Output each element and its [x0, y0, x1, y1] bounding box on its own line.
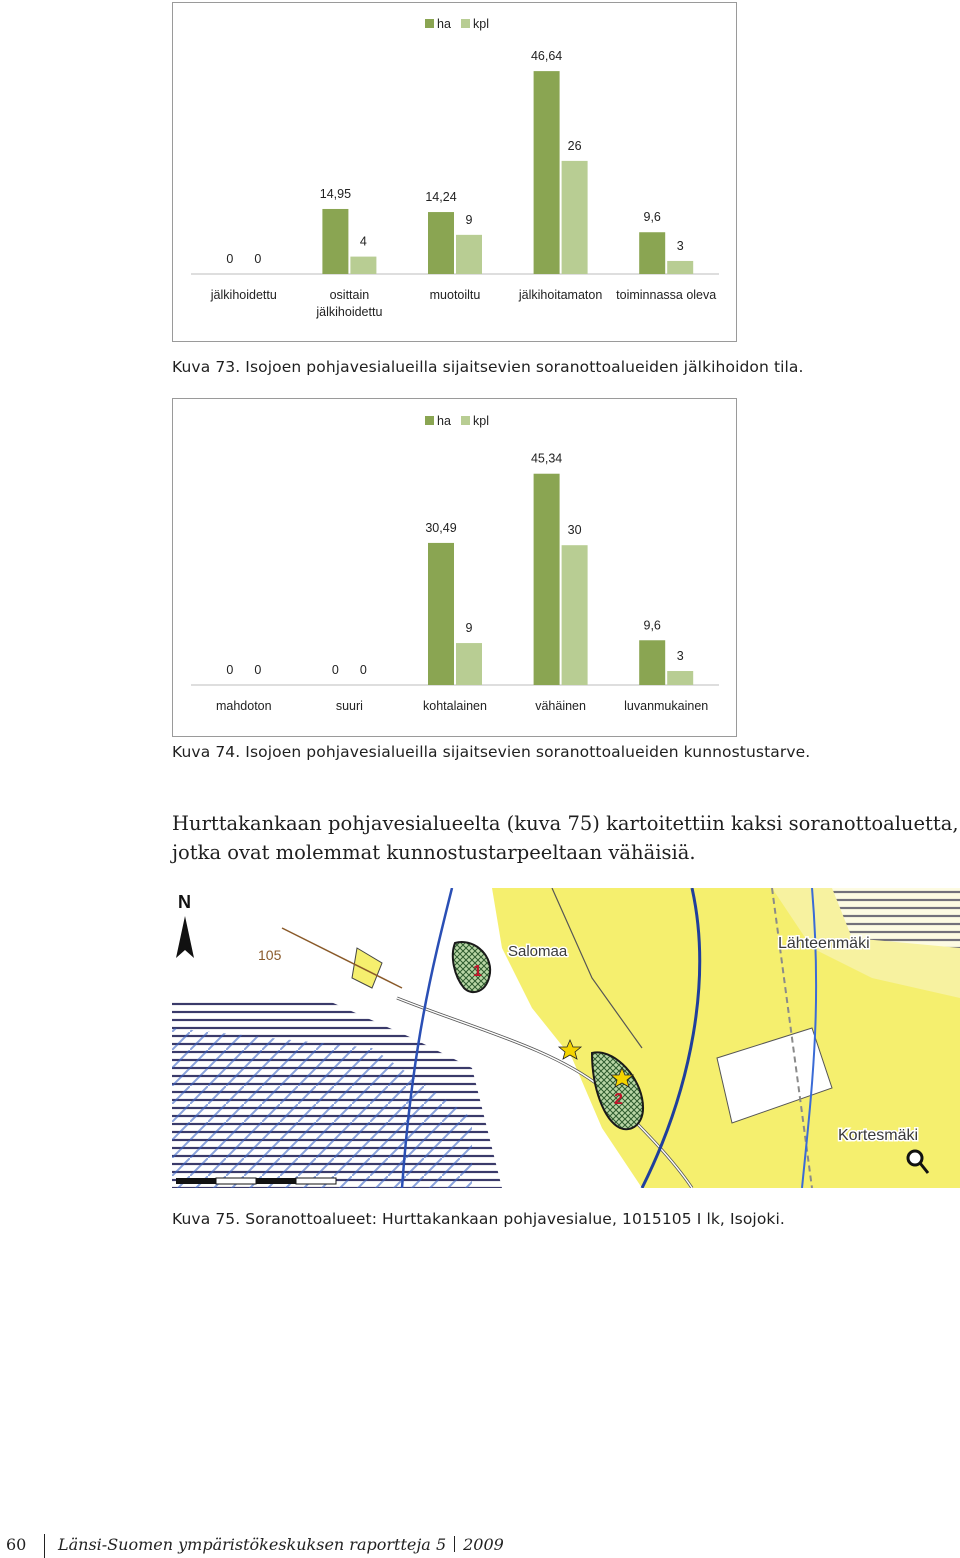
data-label-kpl-1: 4: [359, 234, 367, 249]
data-label-ha-2: 30,49: [425, 520, 457, 535]
bar-ha-4: [639, 232, 665, 274]
bar-chart-restoration-need: [172, 398, 737, 737]
bar-ha-2: [428, 543, 454, 685]
publication-year: 2009: [463, 1535, 504, 1554]
category-label-3: jälkihoitamaton: [518, 288, 603, 302]
data-label-kpl-0: 0: [254, 252, 262, 266]
category-label-0: mahdoton: [215, 699, 272, 713]
data-label-kpl-3: 26: [567, 138, 582, 153]
category-label-3: vähäinen: [535, 699, 586, 713]
data-label-ha-4: 9,6: [643, 210, 661, 225]
figure-caption-73: Kuva 73. Isojoen pohjavesialueilla sijaitsevien soranottoalueiden jälkihoidon tila.: [172, 358, 804, 376]
legend-swatch-kpl: [461, 416, 470, 425]
topographic-map: [172, 888, 960, 1188]
legend-swatch-kpl: [461, 19, 470, 28]
site-marker-1: 1: [473, 963, 482, 980]
figure-caption-75: Kuva 75. Soranottoalueet: Hurttakankaan pohjavesialue, 1015105 I lk, Isojoki.: [172, 1210, 785, 1228]
data-label-ha-1: 14,95: [319, 186, 352, 201]
bar-kpl-2: [456, 235, 482, 274]
data-label-kpl-0: 0: [254, 663, 262, 677]
publication-name: Länsi-Suomen ympäristökeskuksen raportteja: [58, 1535, 431, 1554]
category-label-4: toiminnassa oleva: [616, 288, 717, 302]
page-number: 60: [6, 1535, 27, 1554]
category-label-1: osittain: [329, 288, 370, 302]
bar-kpl-4: [667, 261, 693, 274]
category-label-4: luvanmukainen: [624, 699, 709, 713]
data-label-ha-1: 0: [331, 663, 339, 677]
contour-label: 105: [258, 947, 282, 963]
category-label-2: muotoiltu: [429, 288, 481, 302]
scale-bar: [176, 1178, 336, 1184]
data-label-ha-0: 0: [226, 663, 234, 677]
bar-kpl-2: [456, 643, 482, 685]
bar-ha-4: [639, 640, 665, 685]
category-label-1: jälkihoidettu: [316, 305, 383, 319]
legend-swatch-ha: [425, 416, 434, 425]
place-name-kortesmaki: Kortesmäki: [838, 1127, 919, 1144]
bar-ha-2: [428, 212, 454, 274]
data-label-ha-4: 9,6: [643, 618, 661, 633]
north-label: N: [178, 892, 191, 912]
issue-number: 5: [435, 1535, 447, 1554]
site-marker-2: 2: [614, 1091, 623, 1108]
data-label-kpl-2: 9: [465, 621, 473, 636]
chart-canvas: [173, 399, 736, 736]
chart-canvas: [173, 3, 736, 341]
data-label-ha-3: 45,34: [530, 451, 563, 466]
footer-divider: [44, 1534, 45, 1558]
bar-kpl-4: [667, 671, 693, 685]
well-icon: [908, 1151, 922, 1165]
data-label-kpl-4: 3: [676, 649, 684, 664]
figure-caption-74: Kuva 74. Isojoen pohjavesialueilla sijaitsevien soranottoalueiden kunnostustarve.: [172, 743, 811, 761]
data-label-ha-0: 0: [226, 252, 234, 266]
bar-chart-aftercare-status: [172, 2, 737, 342]
chart-legend: [425, 414, 489, 428]
legend-swatch-ha: [425, 19, 434, 28]
bar-ha-3: [534, 474, 560, 685]
bar-kpl-1: [350, 257, 376, 274]
legend-label-kpl: kpl: [473, 414, 489, 428]
data-label-kpl-4: 3: [676, 238, 684, 253]
chart-legend: [425, 17, 489, 31]
bar-ha-3: [534, 71, 560, 274]
legend-label-ha: ha: [437, 414, 451, 428]
bar-ha-1: [322, 209, 348, 274]
category-label-1: suuri: [335, 699, 363, 713]
bar-kpl-3: [562, 161, 588, 274]
place-name-salomaa: Salomaa: [508, 943, 568, 960]
publication-title: [58, 1535, 504, 1554]
category-label-2: kohtalainen: [423, 699, 487, 713]
body-paragraph: Hurttakankaan pohjavesialueelta (kuva 75) kartoitettiin kaksi soranottoaluetta, jotka ovat molemmat kunnostustarpeeltaan vähäisiä.: [172, 812, 959, 864]
data-label-kpl-2: 9: [465, 212, 473, 227]
data-label-kpl-1: 0: [359, 663, 367, 677]
page-footer: [0, 1534, 960, 1558]
map-canvas: [172, 888, 960, 1188]
legend-label-ha: ha: [437, 17, 451, 31]
data-label-ha-3: 46,64: [530, 49, 563, 64]
data-label-ha-2: 14,24: [425, 190, 457, 205]
data-label-kpl-3: 30: [567, 523, 582, 538]
bar-kpl-3: [562, 545, 588, 685]
place-name-lahteenmaki: Lähteenmäki: [778, 935, 870, 952]
category-label-0: jälkihoidettu: [210, 288, 277, 302]
legend-label-kpl: kpl: [473, 17, 489, 31]
